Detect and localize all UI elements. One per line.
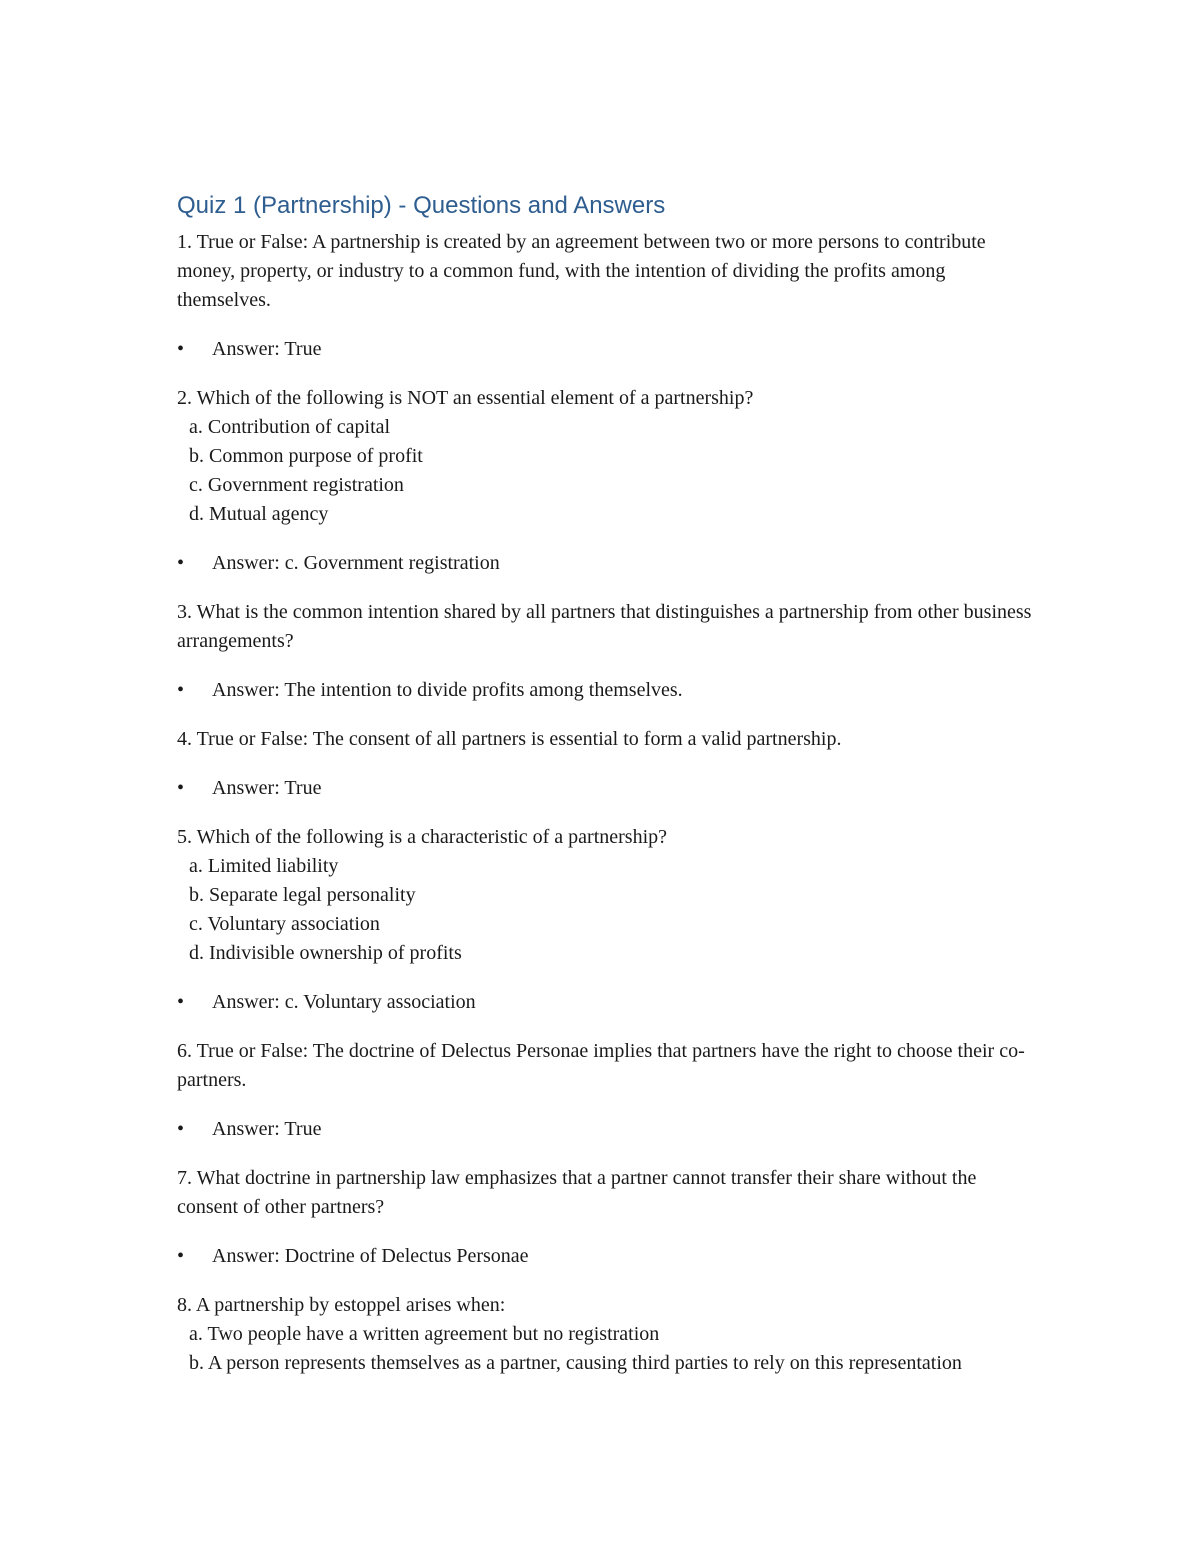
answer-item [177, 988, 1037, 1017]
option-item: d. Indivisible ownership of profits [189, 942, 462, 964]
answer-item [177, 676, 1037, 705]
question-block-4 [177, 725, 1037, 803]
option-item: b. Separate legal personality [189, 884, 416, 906]
option-item: a. Two people have a written agreement but no registration [189, 1323, 660, 1345]
option-item: d. Mutual agency [189, 503, 329, 525]
answer-text: Answer: True [212, 1118, 322, 1140]
question-text: 8. A partnership by estoppel arises when: [177, 1294, 506, 1316]
answer-item [177, 1242, 1037, 1271]
bullet-icon: • [177, 991, 185, 1013]
question-block-7 [177, 1164, 1037, 1271]
option-item: c. Voluntary association [189, 913, 380, 935]
document-page [177, 190, 1037, 1378]
question-block-5 [177, 823, 1037, 1017]
question-text: 1. True or False: A partnership is created by an agreement between two or more persons to contribute money, property, or industry to a common fund, with the intention of dividing the profits among themselves. [177, 231, 986, 311]
option-item: b. A person represents themselves as a partner, causing third parties to rely on this representation [189, 1352, 962, 1374]
answer-text: Answer: True [212, 777, 322, 799]
answer-item [177, 1115, 1037, 1144]
question-text: 3. What is the common intention shared by all partners that distinguishes a partnership from other business arrangements? [177, 601, 1032, 652]
question-text: 7. What doctrine in partnership law emphasizes that a partner cannot transfer their share without the consent of other partners? [177, 1167, 977, 1218]
answer-text: Answer: c. Government registration [212, 552, 500, 574]
option-item: a. Limited liability [189, 855, 339, 877]
option-item: c. Government registration [189, 474, 404, 496]
options-list [177, 852, 1037, 968]
bullet-icon: • [177, 338, 185, 360]
question-text: 6. True or False: The doctrine of Delectus Personae implies that partners have the right to choose their co-partners. [177, 1040, 1025, 1091]
answer-text: Answer: c. Voluntary association [212, 991, 476, 1013]
option-item: b. Common purpose of profit [189, 445, 423, 467]
answer-item [177, 335, 1037, 364]
bullet-icon: • [177, 679, 185, 701]
question-text: 2. Which of the following is NOT an essential element of a partnership? [177, 387, 754, 409]
bullet-icon: • [177, 1118, 185, 1140]
question-text: 5. Which of the following is a characteristic of a partnership? [177, 826, 668, 848]
answer-text: Answer: True [212, 338, 322, 360]
option-item: a. Contribution of capital [189, 416, 391, 438]
answer-item [177, 774, 1037, 803]
question-block-1 [177, 228, 1037, 364]
options-list [177, 1320, 1037, 1378]
bullet-icon: • [177, 777, 185, 799]
options-list [177, 413, 1037, 529]
question-block-2 [177, 384, 1037, 578]
bullet-icon: • [177, 552, 185, 574]
answer-text: Answer: The intention to divide profits among themselves. [212, 679, 683, 701]
question-block-3 [177, 598, 1037, 705]
bullet-icon: • [177, 1245, 185, 1267]
question-text: 4. True or False: The consent of all partners is essential to form a valid partnership. [177, 728, 842, 750]
question-block-6 [177, 1037, 1037, 1144]
document-title: Quiz 1 (Partnership) - Questions and Answers [177, 192, 666, 219]
answer-item [177, 549, 1037, 578]
answer-text: Answer: Doctrine of Delectus Personae [212, 1245, 529, 1267]
question-block-8 [177, 1291, 1037, 1378]
